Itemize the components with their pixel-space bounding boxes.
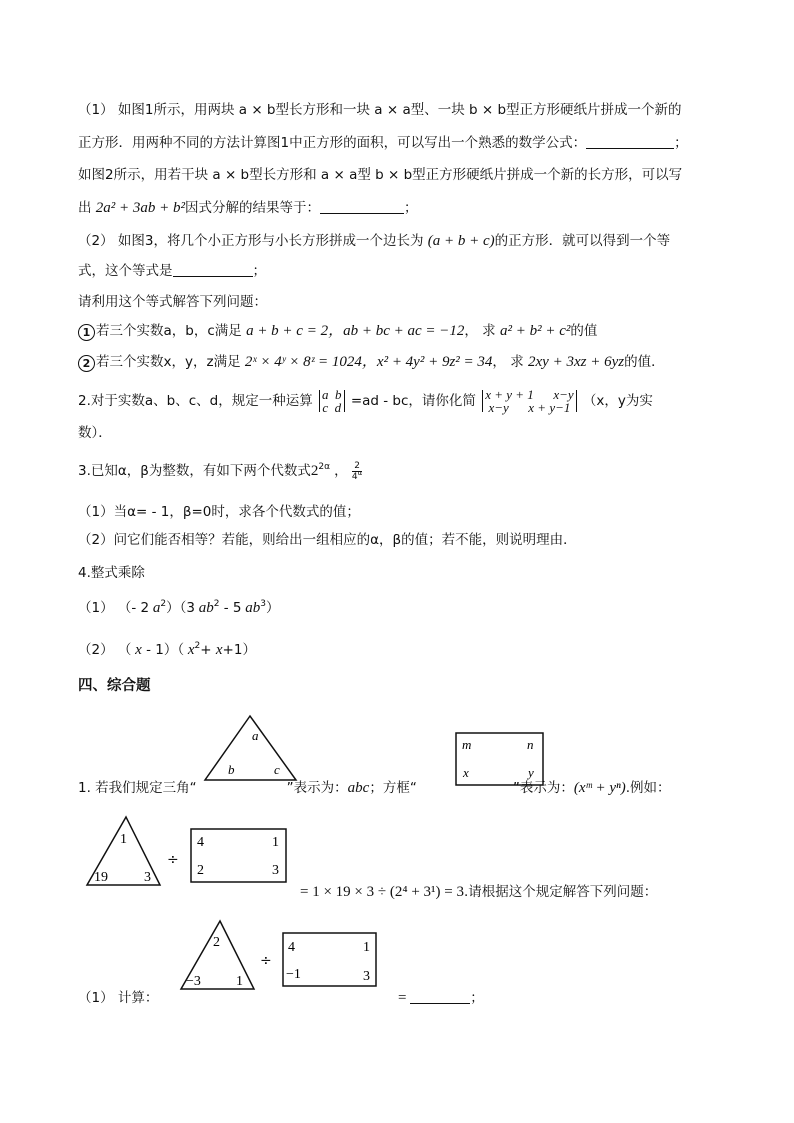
- q1-line9-mid: ， 求: [492, 354, 529, 370]
- equation-answer-blank[interactable]: [173, 262, 253, 277]
- svg-text:2: 2: [213, 935, 220, 950]
- q1-line2: [78, 133, 688, 153]
- q1-line9: [78, 352, 665, 372]
- q1-line8-mid: ， 求: [464, 323, 500, 339]
- svg-text:3: 3: [144, 870, 151, 885]
- svg-text:4: 4: [197, 835, 204, 850]
- q1-line1: （1） 如图1所示，用两块 a × b型长方形和一块 a × a型、一块 b × b型正方形硬纸片拼成一个新的: [78, 102, 682, 118]
- svg-text:1: 1: [236, 974, 243, 989]
- q4-title: 4.整式乘除: [78, 565, 145, 581]
- q3-line3: （2）问它们能否相等？若能，则给出一组相应的α，β的值；若不能，则说明理由．: [78, 532, 577, 548]
- q1-line2-text: 正方形．用两种不同的方法计算图1中正方形的面积，可以写出一个熟悉的数学公式：: [78, 135, 587, 151]
- example-triangle: [84, 814, 162, 888]
- q1-line5-end: 的正方形．就可以得到一个等: [494, 233, 671, 249]
- power-base: 2: [310, 463, 319, 479]
- svg-text:4: 4: [288, 940, 295, 955]
- q1-line4-text: 因式分解的结果等于：: [185, 200, 321, 216]
- example-division-sign: ÷: [167, 852, 179, 868]
- svg-text:3: 3: [272, 863, 279, 878]
- q1-line4-prefix: 出: [78, 200, 96, 216]
- q1-line2-end: ；: [674, 135, 688, 151]
- q3-intro: 3.已知α，β为整数，有如下两个代数式: [78, 463, 311, 479]
- target-expression-2: 2xy + 3xz + 6yz: [528, 354, 625, 370]
- svg-text:19: 19: [94, 870, 108, 885]
- q1-line6-end: ；: [252, 263, 266, 279]
- circled-number-1: 1: [78, 324, 95, 341]
- svg-text:n: n: [527, 737, 534, 752]
- sub1-answer-blank[interactable]: [410, 989, 470, 1004]
- formula-answer-blank[interactable]: [586, 134, 674, 149]
- q1-line7: 请利用这个等式解答下列问题：: [78, 294, 267, 310]
- q1-box: [282, 932, 378, 988]
- q2-line2: 数）．: [78, 425, 112, 441]
- svg-text:a: a: [252, 728, 259, 743]
- side-expression: (a + b + c): [427, 233, 495, 249]
- svg-text:1: 1: [120, 832, 127, 847]
- det-bar-left: [319, 390, 320, 412]
- example-equation: = 1 × 19 × 3 ÷ (2⁴ + 3¹) = 3.请根据这个规定解答下列问题：: [300, 884, 658, 900]
- condition-expression-1: a + b + c = 2，ab + bc + ac = −12: [246, 323, 465, 339]
- q1-line3: 如图2所示，用若干块 a × b型长方形和 a × a型 b × b型正方形硬纸片拼成一个新的长方形，可以写: [78, 167, 683, 183]
- q1-line4-end: ；: [404, 200, 418, 216]
- determinant-1: a b c d: [322, 387, 342, 415]
- q1-line8-text: 若三个实数a，b，c满足: [96, 323, 247, 339]
- q3-line1: [78, 458, 362, 484]
- q1-triangle: [178, 918, 256, 992]
- q1-line8-end: 的值: [570, 323, 598, 339]
- sub1-answer: = ；: [398, 990, 484, 1006]
- svg-text:1: 1: [272, 835, 279, 850]
- q2-definition: =ad - bc，请你化简: [350, 393, 476, 409]
- det2-bar-left: [482, 390, 483, 412]
- comp-line1: 1. 若我们规定三角“ ”表示为：abc；方框“ ”表示为：(xᵐ + yⁿ).例如：: [78, 780, 671, 796]
- triangle-abc-diagram: [200, 712, 300, 784]
- svg-text:2: 2: [197, 863, 204, 878]
- q3-separator: ，: [334, 463, 348, 479]
- section-title: 四、综合题: [78, 678, 151, 694]
- q1-line6-text: 式，这个等式是: [78, 263, 173, 279]
- q1-line4: [78, 198, 418, 218]
- q1-line9-end: 的值．: [624, 354, 665, 370]
- svg-text:b: b: [228, 762, 235, 777]
- q2-intro: 2.对于实数a、b、c、d，规定一种运算: [78, 393, 313, 409]
- q2-end: （x，y为实: [582, 393, 653, 409]
- svg-text:y: y: [528, 765, 534, 780]
- q2-line1: [78, 388, 653, 414]
- condition-expression-2: 2ˣ × 4ʸ × 8ᶻ = 1024，x² + 4y² + 9z² = 34: [244, 354, 493, 370]
- q3-line2: （1）当α= - 1，β=0时，求各个代数式的值；: [78, 504, 360, 520]
- determinant-2: x + y + 1 x−y x−y x + y−1: [485, 387, 574, 415]
- q4-part2: （2） （ x - 1）（ $x^2+ x+1$）: [78, 641, 256, 658]
- q1-line9-text: 若三个实数x，y，z满足: [96, 354, 245, 370]
- det-bar-right: [344, 390, 345, 412]
- q4-part1: （1） （- 2 $a^2)(3$ $ab^2 - 5$ $ab^3$）: [78, 599, 280, 616]
- factor-expression: 2a² + 3ab + b²: [95, 200, 186, 216]
- q1-line6: [78, 261, 266, 281]
- fraction: $\frac{2}{4^\alpha}$: [351, 460, 363, 482]
- power-exponent: 2α: [318, 462, 331, 472]
- det2-bar-right: [576, 390, 577, 412]
- q1-line5-text: （2） 如图3，将几个小正方形与小长方形拼成一个边长为: [78, 233, 428, 249]
- q1-division-sign: ÷: [260, 953, 272, 969]
- svg-text:m: m: [462, 737, 472, 752]
- svg-text:3: 3: [363, 969, 370, 984]
- q1-line8: [78, 321, 597, 341]
- svg-text:c: c: [274, 762, 280, 777]
- example-box: [190, 828, 288, 884]
- svg-text:−1: −1: [286, 967, 301, 982]
- sub1-label: （1） 计算：: [78, 990, 159, 1006]
- svg-text:x: x: [463, 765, 469, 780]
- svg-text:1: 1: [363, 940, 370, 955]
- svg-text:−3: −3: [186, 974, 201, 989]
- circled-number-2: 2: [78, 355, 95, 372]
- factor-answer-blank[interactable]: [320, 199, 404, 214]
- q1-line5: [78, 231, 670, 251]
- target-expression-1: a² + b² + c²: [499, 323, 571, 339]
